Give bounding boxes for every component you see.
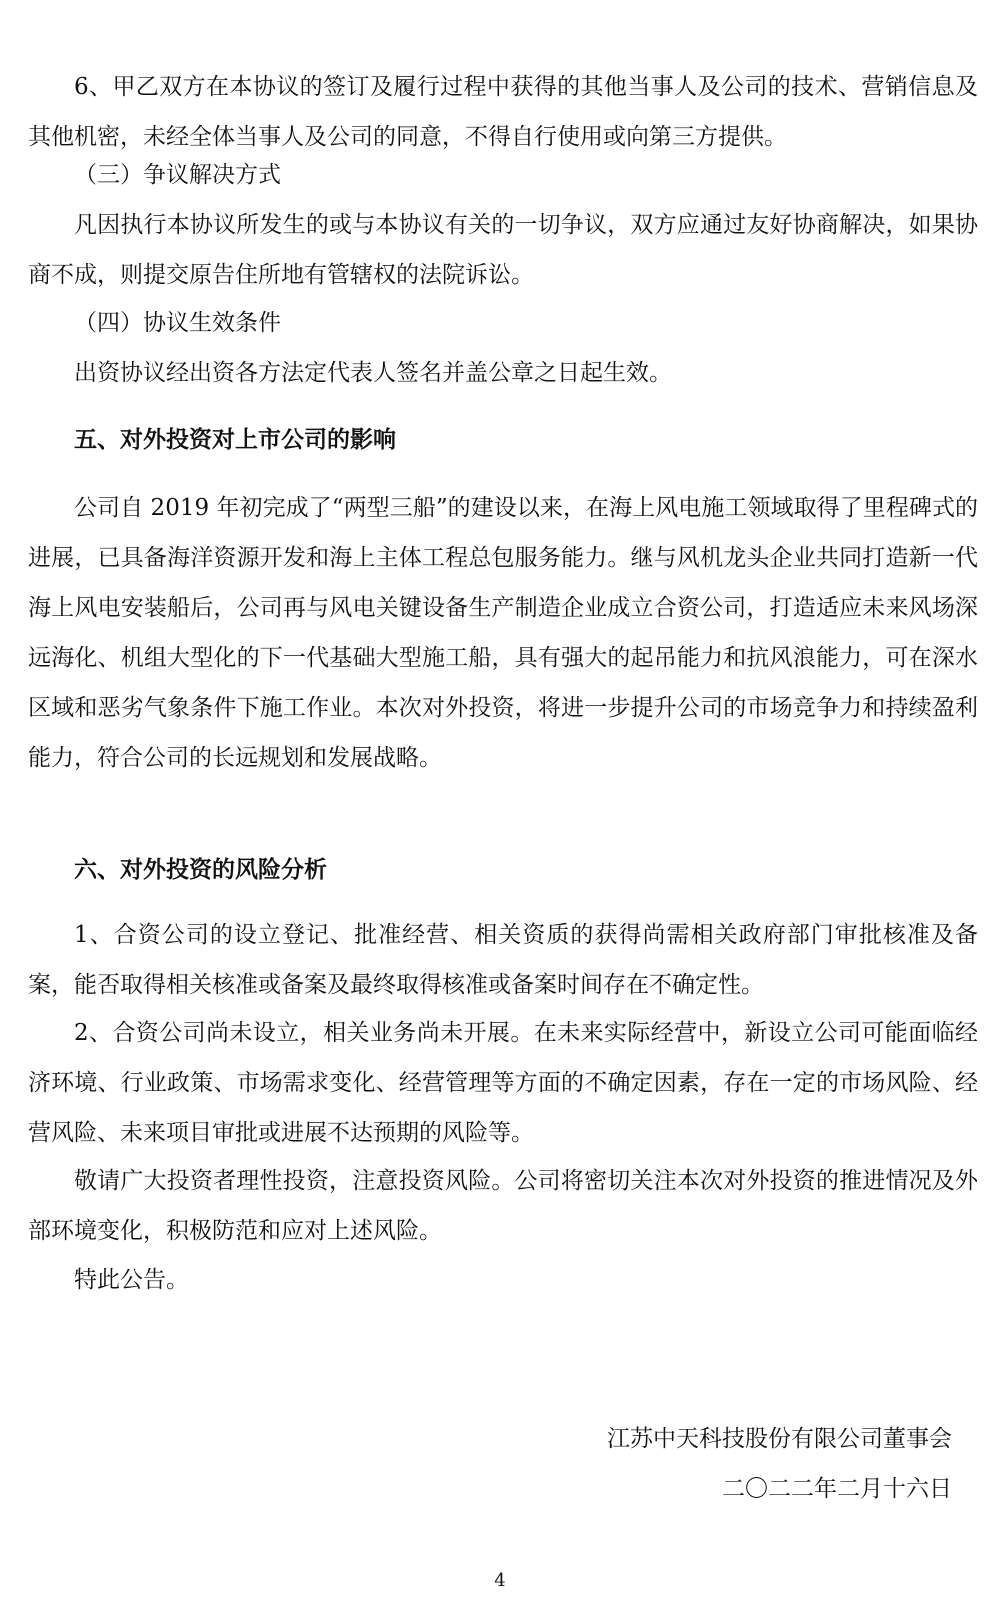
section-five-heading: 五、对外投资对上市公司的影响: [74, 427, 396, 453]
section-six-heading: 六、对外投资的风险分析: [74, 857, 327, 883]
signature-company: 江苏中天科技股份有限公司董事会: [607, 1426, 952, 1452]
signature-date: 二〇二二年二月十六日: [722, 1476, 952, 1502]
page-number: 4: [494, 1570, 506, 1591]
section-4-subheading: （四）协议生效条件: [74, 310, 281, 336]
risk-2-paragraph: 2、合资公司尚未设立，相关业务尚未开展。在未来实际经营中，新设立公司可能面临经济环境、行业政策、市场需求变化、经营管理等方面的不确定因素，存在一定的市场风险、经营风险、未来项目审批或进展不达预期的风险等。: [28, 1020, 978, 1146]
impact-paragraph: 公司自 2019 年初完成了“两型三船”的建设以来，在海上风电施工领域取得了里程碑式的进展，已具备海洋资源开发和海上主体工程总包服务能力。继与风机龙头企业共同打造新一代海上风电安装船后，公司再与风电关键设备生产制造企业成立合资公司，打造适应未来风场深远海化、机组大型化的下一代基础大型施工船，具有强大的起吊能力和抗风浪能力，可在深水区域和恶劣气象条件下施工作业。本次对外投资，将进一步提升公司的市场竞争力和持续盈利能力，符合公司的长远规划和发展战略。: [28, 495, 978, 771]
section-3-subheading: （三）争议解决方式: [74, 162, 281, 188]
closing-statement: 特此公告。: [74, 1267, 189, 1293]
risk-1-paragraph: 1、合资公司的设立登记、批准经营、相关资质的获得尚需相关政府部门审批核准及备案，能否取得相关核准或备案及最终取得核准或备案时间存在不确定性。: [28, 922, 978, 998]
effectiveness-paragraph: 出资协议经出资各方法定代表人签名并盖公章之日起生效。: [74, 360, 672, 386]
clause-6-paragraph: 6、甲乙双方在本协议的签订及履行过程中获得的其他当事人及公司的技术、营销信息及其他机密，未经全体当事人及公司的同意，不得自行使用或向第三方提供。: [28, 74, 978, 150]
dispute-resolution-paragraph: 凡因执行本协议所发生的或与本协议有关的一切争议，双方应通过友好协商解决，如果协商不成，则提交原告住所地有管辖权的法院诉讼。: [28, 212, 978, 288]
investor-caution-paragraph: 敬请广大投资者理性投资，注意投资风险。公司将密切关注本次对外投资的推进情况及外部环境变化，积极防范和应对上述风险。: [28, 1168, 978, 1244]
